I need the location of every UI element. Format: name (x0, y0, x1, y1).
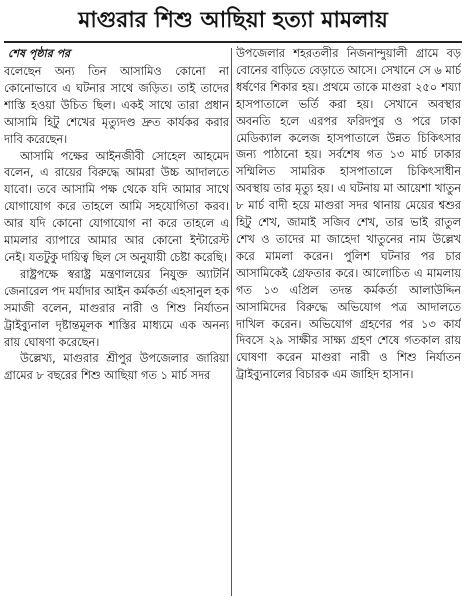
paragraph-3: রাষ্ট্রপক্ষে স্বরাষ্ট্র মন্ত্রণালয়ের নিযুক্ত অ্যাটর্নি জেনারেল পদ মর্যাদার আইন কর্মকর্তা এহসানুল হক সমাজী বলেন, মাগুরার নারী ও শিশু নির্যাতন ট্রাইব্যুনাল দৃষ্টান্তমূলক শাস্তির মাধ্যমে এক অনন্য রায় ঘোষণা করেছেন। (4, 267, 229, 349)
paragraph-1: বলেছেন অন্য তিন আসামিও কোনো না কোনোভাবে এ ঘটনার সাথে জড়িত। তাই তাদের শাস্তি হওয়া উচিত ছিল। একই সাথে তারা প্রধান আসামি হিটু শেখের মৃত্যুদণ্ড দ্রুত কার্যকর করার দাবি করেছেন। (4, 65, 229, 146)
column-divider (231, 48, 232, 596)
paragraph-2: আসামি পক্ষের আইনজীবী সোহেল আহমেদ বলেন, এ রায়ের বিরুদ্ধে আমরা উচ্চ আদালতে যাবো। তবে আসামি পক্ষ থেকে যদি আমার সাথে যোগাযোগ করে তাহলে আমি সহযোগিতা করব। আর যদি কোনো যোগাযোগ না করে তাহলে এ মামলার ব্যাপারে আমার আর কোনো ইন্টারেস্ট নেই। যতটুকু দায়িত্ব ছিল সে অনুযায়ী চেষ্টা করেছি। (4, 149, 229, 264)
paragraph-4: উল্লেখ্য, মাগুরার শ্রীপুর উপজেলার জারিয়া গ্রামের ৮ বছরের শিশু আছিয়া গত ১ মার্চ সদর (4, 352, 229, 383)
left-column (4, 46, 229, 598)
right-column (236, 46, 461, 598)
headline-rule (4, 41, 462, 43)
continued-from-label: শেষ পৃষ্ঠার পর (8, 47, 71, 60)
paragraph-5: উপজেলার শহরতলীর নিজনান্দুয়ালী গ্রামে বড় বোনের বাড়িতে বেড়াতে আসে। সেখানে সে ৬ মার্চ ধর্ষণের শিকার হয়। প্রথমে তাকে মাগুরা ২৫০ শয্যা হাসপাতালে ভর্তি করা হয়। সেখানে অবস্থার অবনতি হলে এরপর ফরিদপুর ও পরে ঢাকা মেডিক্যাল কলেজ হাসপাতালে উন্নত চিকিৎসার জন্য পাঠানো হয়। সর্বশেষ গত ১৩ মার্চ ঢাকার সম্মিলিত সামরিক হাসপাতালে চিকিৎসাধীন অবস্থায় তার মৃত্যু হয়। এ ঘটনায় মা আয়েশা খাতুন ৮ মার্চ বাদী হয়ে মাগুরা সদর থানায় মেয়ের শ্বশুর হিটু শেখ, জামাই সজিব শেখ, তার ভাই রাতুল শেখ ও তাদের মা জাহেদা খাতুনের নাম উল্লেখ করে মামলা করেন। পুলিশ ঘটনার পর চার আসামিকেই গ্রেফতার করে। আলোচিত এ মামলায় গত ১৩ এপ্রিল তদন্ত কর্মকর্তা আলাউদ্দিন আসামিদের বিরুদ্ধে অভিযোগ পত্র আদালতে দাখিল করেন। অভিযোগ গ্রহণের পর ১৩ কার্য দিবসে ২৯ সাক্ষীর সাক্ষ্য গ্রহণ শেষে গতকাল রায় ঘোষণা করেন মাগুরা নারী ও শিশু নির্যাতন ট্রাইব্যুনালের বিচারক এম জাহিদ হাসান। (236, 47, 461, 382)
headline: মাগুরার শিশু আছিয়া হত্যা মামলায় (78, 8, 388, 33)
